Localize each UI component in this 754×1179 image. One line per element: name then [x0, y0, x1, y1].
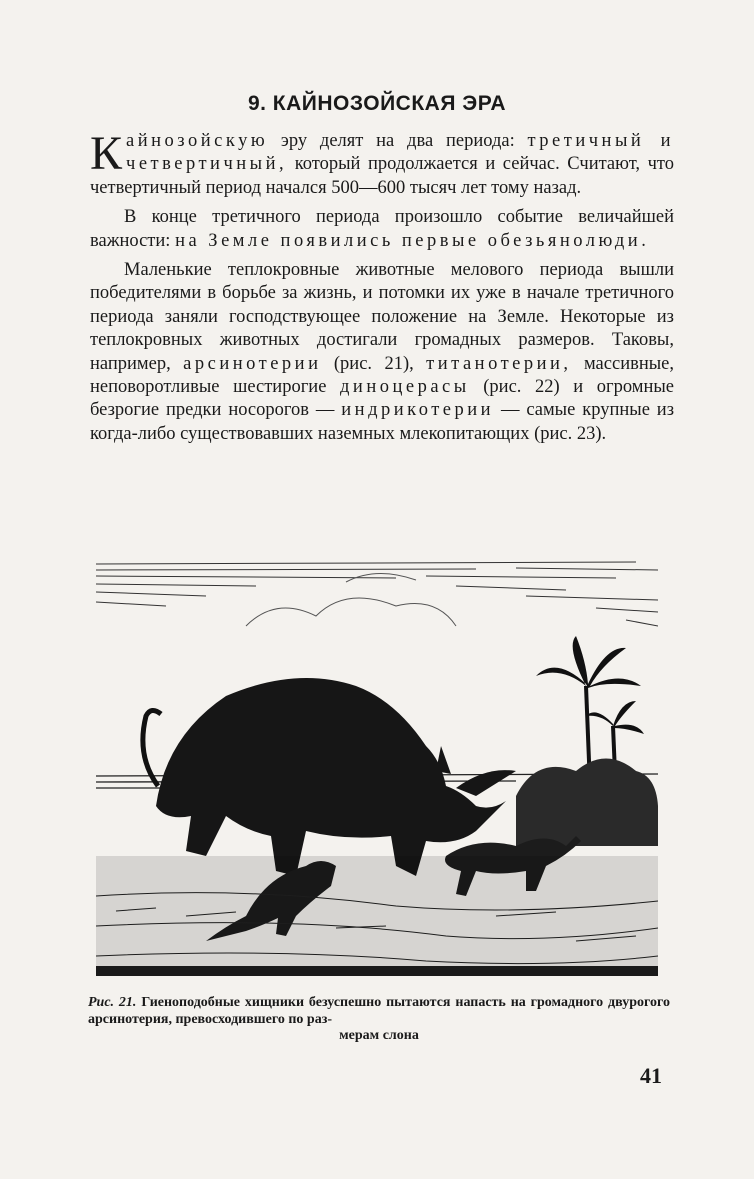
spaced-term: индрикотерии — [341, 400, 495, 421]
spaced-term: на Земле появились первые обезьянолюди. — [175, 230, 650, 251]
text-run: эру делят на два периода: — [268, 131, 528, 151]
paragraph-2 — [90, 206, 674, 253]
spaced-term: третичный и четвертичный, — [126, 131, 674, 175]
caption-text: Гиеноподобные хищники безуспешно пытаются напасть на громадного двурогого арсинотерия, превосходившего по раз- — [88, 995, 670, 1027]
caption-last-line: мерам слона — [339, 1028, 419, 1043]
text-run: (рис. 21), — [321, 353, 427, 374]
drop-cap: К — [90, 127, 123, 180]
chapter-heading: 9. КАЙНОЗОЙСКАЯ ЭРА — [247, 92, 507, 115]
text-run: — самые крупные из когда-либо существовавших наземных млекопитающих (рис. 23). — [90, 400, 674, 444]
paragraph-1 — [90, 127, 674, 200]
arsinoitherium — [143, 678, 516, 876]
sky-hatching — [96, 562, 658, 626]
text-run: (рис. 22) и огромные безрогие предки носорогов — — [90, 377, 674, 421]
engraving-illustration — [96, 556, 658, 976]
spaced-term: диноцерасы — [340, 377, 470, 398]
illustration-arsinoitherium — [96, 556, 658, 976]
text-run: В конце третичного периода произошло событие величайшей важности: — [90, 207, 674, 251]
body-text — [90, 127, 674, 452]
caption-label: Рис. 21. — [88, 995, 137, 1010]
page-number: 41 — [640, 1063, 662, 1088]
spaced-term: титанотерии, — [426, 353, 572, 374]
spaced-term: арсинотерии — [183, 353, 322, 374]
figure-caption — [88, 995, 670, 1045]
paragraph-3 — [90, 259, 674, 446]
text-run: Маленькие теплокровные животные мелового периода вышли победителями в борьбе за жизнь, и потомки их уже в начале третичного периода заняли господствующее положение на Земле. Некоторые из теплокровных животных достигали громадных размеров. Таковы, например, — [90, 260, 674, 374]
spaced-term: айнозойскую — [126, 131, 269, 151]
text-run: который продолжается и сейчас. Считают, что четвертичный период начался 500—600 тысяч лет тому назад. — [90, 154, 674, 198]
text-run: массивные, неповоротливые шестирогие — [90, 353, 674, 398]
